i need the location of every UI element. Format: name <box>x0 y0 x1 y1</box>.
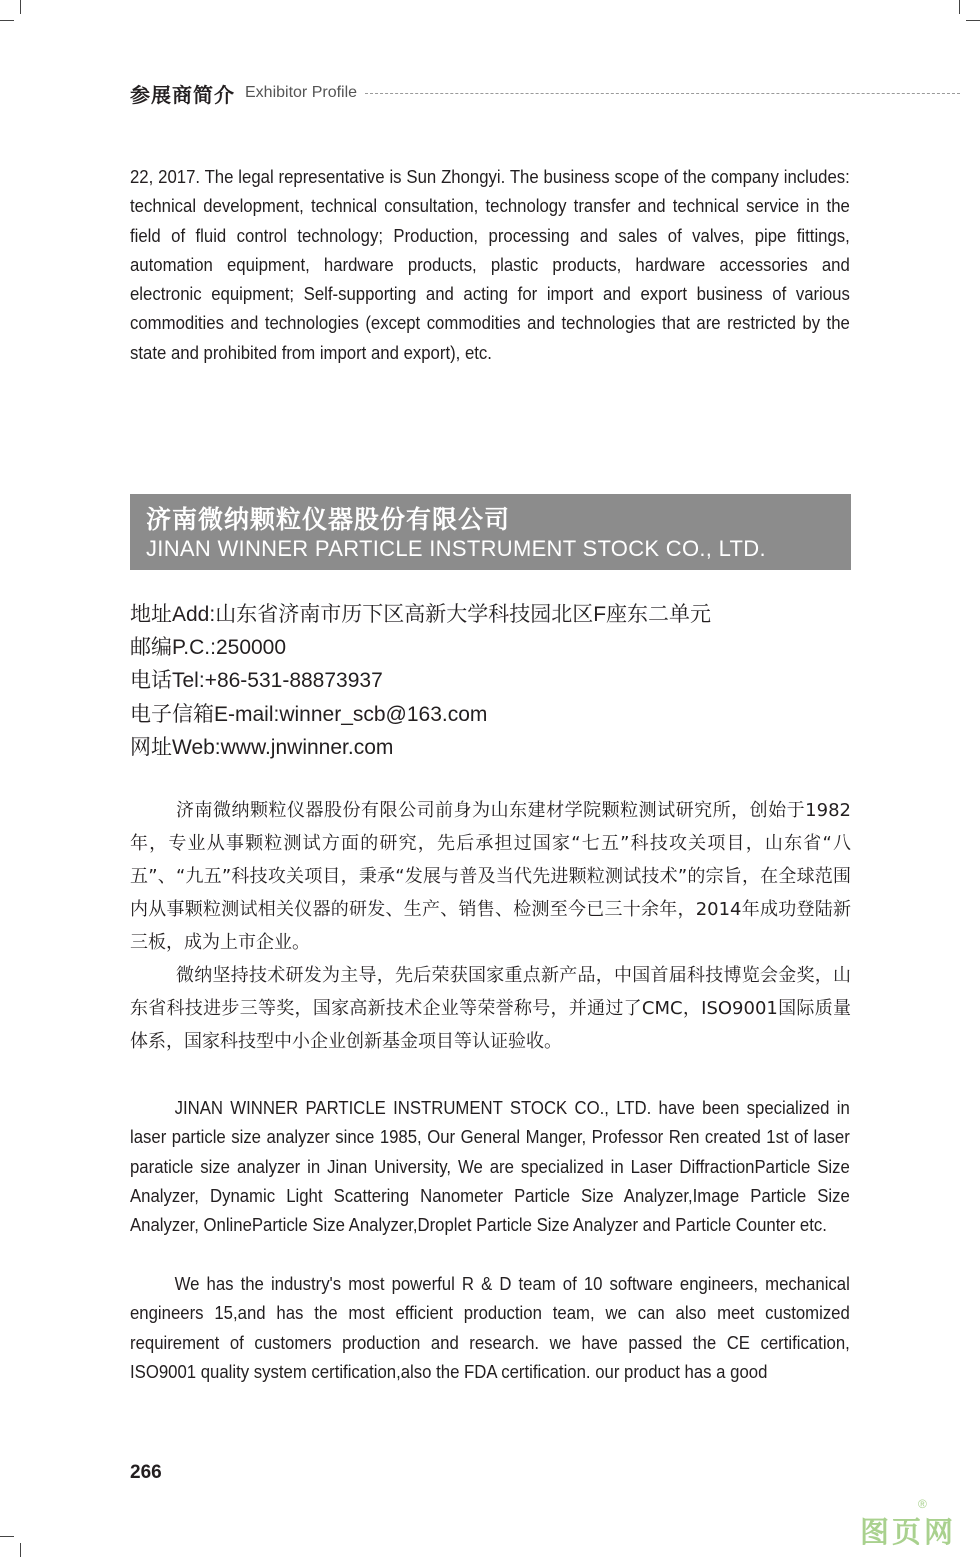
crop-mark <box>20 0 21 14</box>
en-paragraph: We has the industry's most powerful R & D team of 10 software engineers, mechanical engineers 15,and has the most efficient production team, we can also meet customized requirement of customers production and research. we have passed the CE certification, ISO9001 quality system certification,also the FDA certification. our product has a good <box>130 1274 850 1382</box>
registered-mark: ® <box>918 1497 927 1511</box>
crop-mark <box>966 20 980 21</box>
contact-info <box>130 598 711 764</box>
page-number: 266 <box>130 1462 162 1483</box>
header-dashed-rule <box>365 93 960 94</box>
header-title-cn: 参展商简介 <box>130 84 235 107</box>
cn-paragraph: 济南微纳颗粒仪器股份有限公司前身为山东建材学院颗粒测试研究所，创始于1982年，专业从事颗粒测试方面的研究，先后承担过国家“七五”科技攻关项目，山东省“八五”、“九五”科技攻关项目，秉承“发展与普及当代先进颗粒测试技术”的宗旨，在全球范围内从事颗粒测试相关仪器的研发、生产、销售、检测至今已三十余年，2014年成功登陆新三板，成为上市企业。 <box>130 800 851 953</box>
contact-tel: 电话Tel:+86-531-88873937 <box>130 669 383 693</box>
crop-mark <box>959 0 960 14</box>
crop-mark <box>0 1536 14 1537</box>
company-name-cn: 济南微纳颗粒仪器股份有限公司 <box>146 506 511 534</box>
contact-web: 网址Web:www.jnwinner.com <box>130 735 394 759</box>
continued-paragraph: 22, 2017. The legal representative is Sun Zhongyi. The business scope of the company includes: technical development, technical consultation, technology transfer and technical service in the field of fluid control technology; Production, processing and sales of valves, pipe fittings, automation equipment, hardware products, plastic products, hardware accessories and electronic equipment; Self-supporting and acting for import and export business of various commodities and technologies (except commodities and technologies that are restricted by the state and prohibited from import and export), etc. <box>130 167 850 363</box>
company-name-en: JINAN WINNER PARTICLE INSTRUMENT STOCK CO., LTD. <box>146 536 766 561</box>
cn-paragraph: 微纳坚持技术研发为主导，先后荣获国家重点新产品，中国首届科技博览会金奖，山东省科技进步三等奖，国家高新技术企业等荣誉称号，并通过了CMC，ISO9001国际质量体系，国家科技型中小企业创新基金项目等认证验收。 <box>130 965 851 1052</box>
contact-email: 电子信箱E-mail:winner_scb@163.com <box>130 702 488 726</box>
en-paragraph: JINAN WINNER PARTICLE INSTRUMENT STOCK CO., LTD. have been specialized in laser particle size analyzer since 1985, Our General Manger, Professor Ren created 1st of laser paraticle size analyzer in Jinan University, We are specialized in Laser DiffractionParticle Size Analyzer, Dynamic Light Scattering Nanometer Particle Size Analyzer,Image Particle Size Analyzer, OnlineParticle Size Analyzer,Droplet Particle Size Analyzer and Particle Counter etc. <box>130 1098 850 1236</box>
contact-postcode: 邮编P.C.:250000 <box>130 636 287 660</box>
running-header <box>130 76 960 110</box>
contact-address: 地址Add:山东省济南市历下区高新大学科技园北区F座东二单元 <box>130 603 712 626</box>
header-title-en: Exhibitor Profile <box>245 84 358 101</box>
company-banner <box>130 494 851 570</box>
crop-mark <box>20 1543 21 1557</box>
crop-mark <box>0 20 14 21</box>
watermark-logo: 图页网 <box>860 1515 957 1549</box>
